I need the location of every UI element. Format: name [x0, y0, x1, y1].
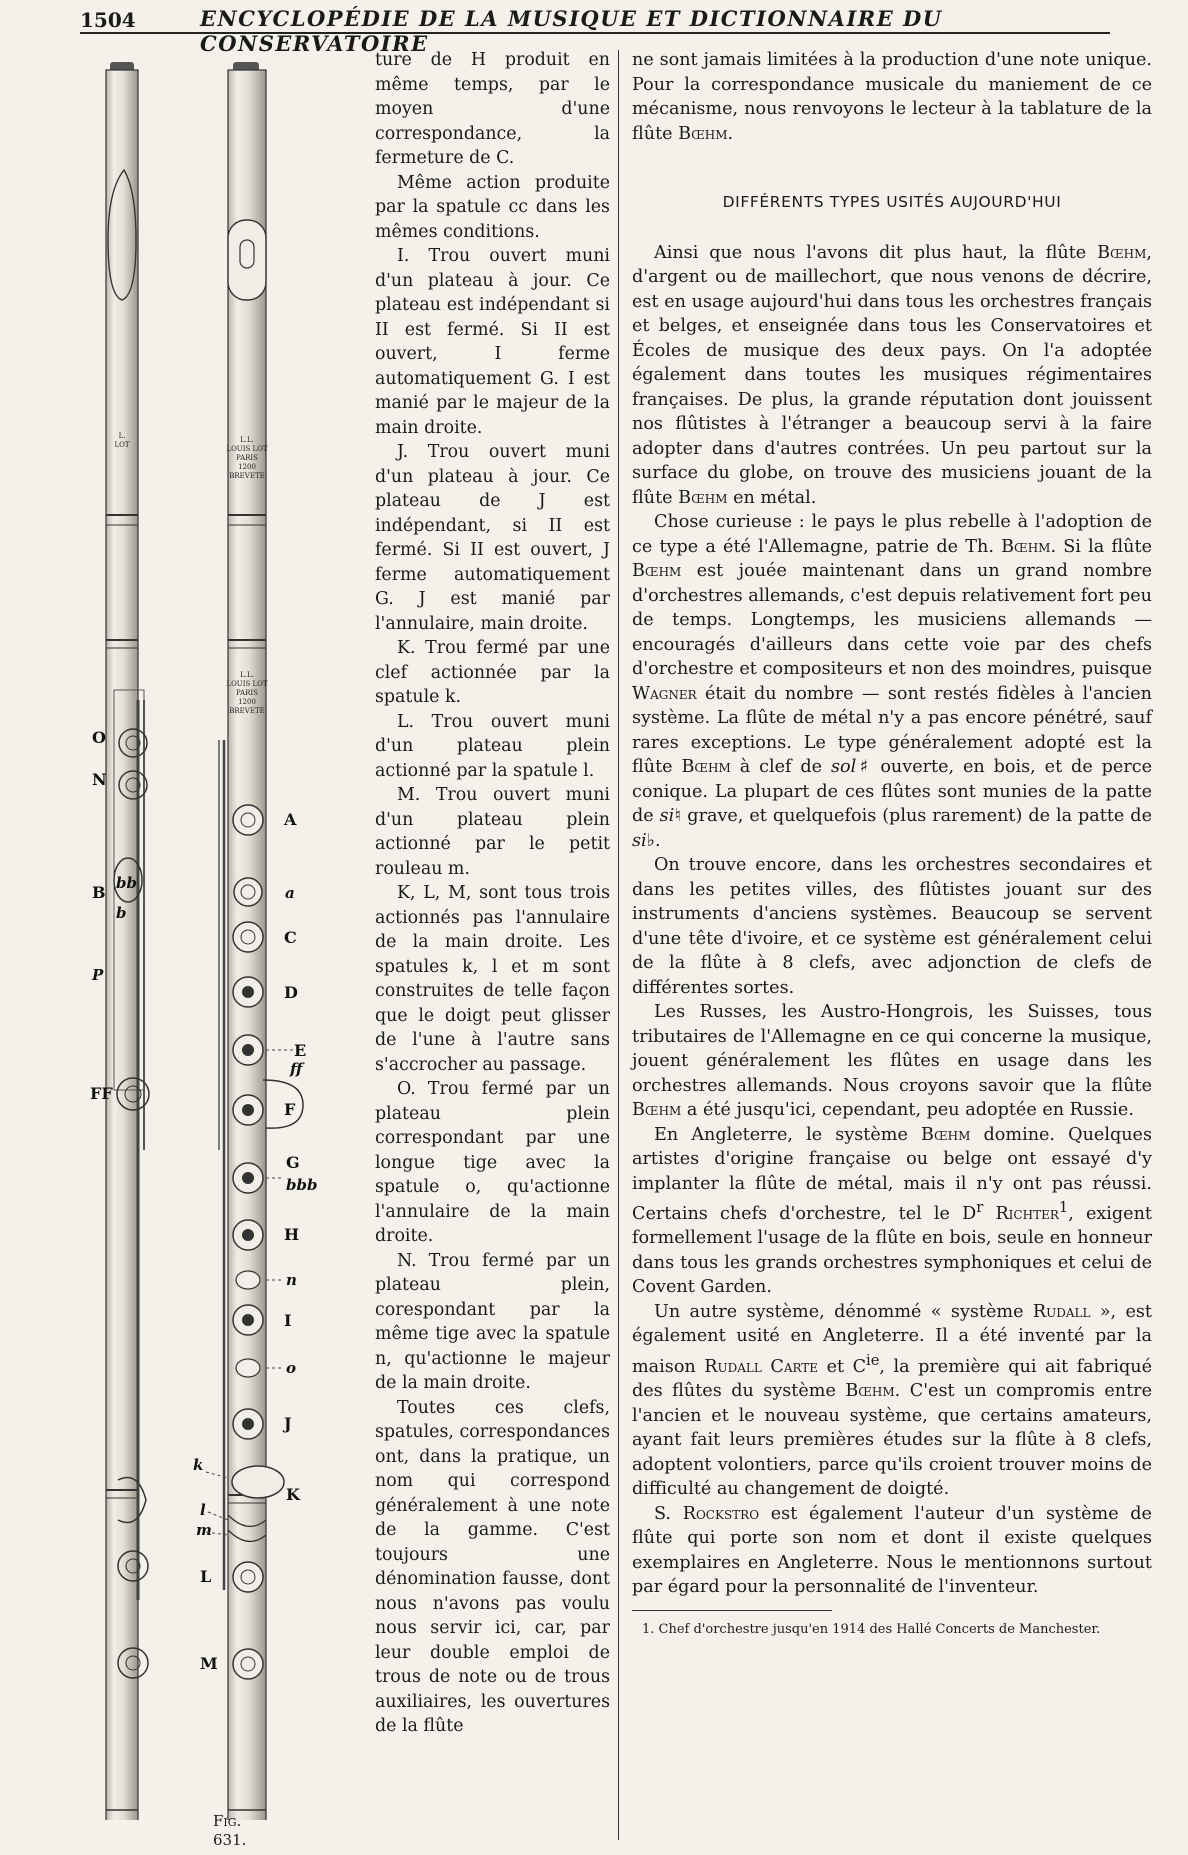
engraving-mid-3: PARIS [236, 689, 258, 697]
mid-paragraph-7: M. Trou ouvert muni d'un plateau plein actionné par le petit rouleau m. [375, 785, 610, 879]
engraving-left-2: LOT [114, 441, 130, 449]
label-G: G [286, 1153, 300, 1172]
label-I: I [284, 1311, 292, 1330]
mid-paragraph-2: Même action produite par la spatule cc dans les mêmes conditions. [375, 172, 610, 242]
figure-caption [213, 1812, 246, 1850]
label-o: o [286, 1359, 297, 1377]
label-bb: bb [116, 874, 137, 892]
mid-paragraph-8: K, L, M, sont tous trois actionnés pas l'annulaire de la main droite. Les spatules k, l et m sont construites de telle façon que le doigt peut glisser de l'une à l'autre sans s'accrocher au passage. [375, 883, 610, 1075]
running-title: ENCYCLOPÉDIE DE LA MUSIQUE ET DICTIONNAIRE DU CONSERVATOIRE [200, 6, 943, 56]
footnote-rule [632, 1610, 832, 1611]
right-paragraph-3: On trouve encore, dans les orchestres secondaires et dans les petites villes, des flûtistes jouant sur des instruments d'anciens systèmes. Beaucoup se servent d'une tête d'ivoire, et ce système est généralement celui de la flûte à 8 clefs, avec adjonction de clefs de différentes sortes. [632, 855, 1152, 998]
label-C: C [284, 928, 297, 947]
name-rockstro: Rockstro [682, 1503, 760, 1524]
mid-paragraph-1: ture de H produit en même temps, par le moyen d'une correspondance, la fermeture de C. [375, 50, 610, 168]
label-m: m [196, 1521, 212, 1539]
right-paragraph-6: Un autre système, dénommé « système Rudall », est également usité en Angleterre. Il a été inventé par la maison Rudall Carte et $C^{ie}$, la première qui ait fabriqué des flûtes du système Bœhm. C'est un compromis entre l'ancien et le nouveau système, que certains amateurs, ayant fait leurs premières études sur la flûte à 8 clefs, adoptent volontiers, parce qu'ils croient trouver moins de difficulté au changement de doigté. [632, 1301, 1152, 1500]
page-number: 1504 [80, 8, 136, 32]
right-paragraph-0: ne sont jamais limitées à la production d'une note unique. Pour la correspondance musicale du maniement de ce mécanisme, nous renvoyons le lecteur à la tablature de la flûte Bœhm. [632, 50, 1152, 144]
caption-number: 631. [213, 1831, 247, 1849]
label-B: B [92, 883, 106, 902]
label-FF: FF [90, 1084, 113, 1103]
right-paragraph-7: S. Rockstro est également l'auteur d'un système de flûte qui porte son nom et dont il existe quelques exemplaires en Angleterre. Nous le mentionnons surtout par égard pour la personnalité de l'inventeur. [632, 1503, 1152, 1598]
name-boehm: Bœhm [678, 123, 728, 144]
section-title: DIFFÉRENTS TYPES USITÉS AUJOURD'HUI [722, 193, 1062, 211]
flute-diagram [88, 50, 388, 1820]
label-ff: ff [290, 1060, 303, 1078]
label-a: a [285, 884, 295, 902]
label-p: P [92, 966, 104, 984]
label-L: L [200, 1567, 212, 1586]
label-M: M [200, 1654, 218, 1673]
label-D: D [284, 983, 298, 1002]
running-header [80, 6, 1110, 56]
label-bbb: bbb [286, 1176, 318, 1194]
mid-paragraph-5: K. Trou fermé par une clef actionnée par la spatule k. [375, 638, 610, 707]
right-paragraph-4: Les Russes, les Austro-Hongrois, les Suisses, tous tributaires de l'Allemagne en ce qui concerne la musique, jouent généralement les flûtes en usage dans les orchestres allemands. Nous croyons savoir que la flûte Bœhm a été jusqu'ici, cependant, peu adoptée en Russie. [632, 1002, 1152, 1120]
right-paragraph-1: Ainsi que nous l'avons dit plus haut, la flûte Bœhm, d'argent ou de maillechort, que nous venons de décrire, est en usage aujourd'hui dans tous les orchestres français et belges, et enseignée dans tous les Conservatoires et Écoles de musique des deux pays. On l'a adoptée également dans toutes les musiques régimentaires françaises. De plus, la grande réputation dont jouissent nos flûtistes à l'étranger a beaucoup servi à la faire adopter dans d'autres contrées. Un peu partout sur la surface du globe, on trouve des musiciens jouant de la flûte Bœhm en métal. [632, 242, 1152, 508]
label-H: H [284, 1225, 300, 1244]
column-divider [618, 50, 619, 1840]
name-rudall-carte: Rudall Carte [704, 1356, 819, 1377]
caption-fig: Fig. [213, 1812, 242, 1830]
engraving-top-4: 1200 [238, 463, 256, 471]
label-O: O [92, 728, 106, 747]
engraving-top-5: BREVETE [229, 472, 265, 480]
engraving-mid-2: LOUIS LOT [226, 680, 268, 688]
mid-paragraph-4: J. Trou ouvert muni d'un plateau à jour. Ce plateau de J est indépendant, si II est fermé. Si II est ouvert, J ferme automatiquement G. J est manié par l'annulaire, main droite. [375, 442, 610, 634]
name-richter: Richter [995, 1203, 1059, 1224]
mid-paragraph-11: Toutes ces clefs, spatules, correspondances ont, dans la pratique, un nom qui correspond généralement à une note de la gamme. C'est toujours une dénomination fausse, dont nous n'avons pas voulu nous servir ici, car, par leur double emploi de trous de note ou de trous auxiliaires, les ouvertures de la flûte [375, 1397, 610, 1736]
label-E: E [294, 1041, 307, 1060]
mid-paragraph-3: I. Trou ouvert muni d'un plateau à jour. Ce plateau est indépendant si II est fermé. Si II est ouvert, I ferme automatiquement G. I est manié par le majeur de la main droite. [375, 246, 610, 438]
engraving-mid-5: BREVETE [229, 707, 265, 715]
label-A: A [284, 810, 297, 829]
label-F: F [284, 1100, 296, 1119]
engraving-top-2: LOUIS LOT [226, 445, 268, 453]
flute-side-view [106, 62, 149, 1820]
right-column [632, 48, 1152, 1638]
footnote-marker: 1 [1058, 1199, 1069, 1216]
label-l: l [200, 1501, 206, 1519]
label-K: K [286, 1485, 300, 1504]
engraving-top-3: PARIS [236, 454, 258, 462]
label-N: N [92, 770, 107, 789]
engraving-top-1: L.L. [240, 436, 254, 444]
mid-paragraph-9: O. Trou fermé par un plateau plein correspondant par une longue tige avec la spatule o, qu'actionne l'annulaire de la main droite. [375, 1079, 610, 1246]
engraving-mid-1: L.L. [240, 671, 254, 679]
engraving-left-1: L. [118, 432, 126, 440]
flute-figure [88, 50, 388, 1820]
middle-column [375, 48, 610, 1739]
mid-paragraph-10: N. Trou fermé par un plateau plein, corespondant par la même tige avec la spatule n, qu'actionne le majeur de la main droite. [375, 1250, 610, 1393]
label-k: k [193, 1456, 204, 1474]
name-rudall: Rudall [1032, 1301, 1091, 1322]
label-J: J [284, 1414, 292, 1433]
name-wagner: Wagner [632, 683, 697, 704]
label-n: n [286, 1271, 297, 1289]
right-paragraph-2: Chose curieuse : le pays le plus rebelle à l'adoption de ce type a été l'Allemagne, patrie de Th. Bœhm. Si la flûte Bœhm est jouée maintenant dans un grand nombre d'orchestres allemands, c'est depuis relativement fort peu de temps. Longtemps, les musiciens allemands — encouragés d'ailleurs dans cette voie par des chefs d'orchestre et compositeurs et non des moindres, puisque Wagner était du nombre — sont restés fidèles à l'ancien système. La flûte de métal n'y a pas encore pénétré, sauf rares exceptions. Le type généralement adopté est la flûte Bœhm à clef de sol♯ ouverte, en bois, et de perce conique. La plupart de ces flûtes sont munies de la patte de si♮ grave, et quelquefois (plus rarement) de la patte de si♭. [632, 512, 1152, 851]
label-b: b [116, 904, 127, 922]
engraving-mid-4: 1200 [238, 698, 256, 706]
right-paragraph-5: En Angleterre, le système Bœhm domine. Quelques artistes d'origine française ou belge ont essayé d'y implanter la flûte de métal, mais il n'y ont pas réussi. Certains chefs d'orchestre, tel le $D^r$ Richter$^1$, exigent formellement l'usage de la flûte en bois, seule en honneur dans tous les grands orchestres symphoniques et celui de Covent Garden. [632, 1124, 1153, 1298]
footnote: 1. Chef d'orchestre jusqu'en 1914 des Hallé Concerts de Manchester. [642, 1621, 1101, 1637]
mid-paragraph-6: L. Trou ouvert muni d'un plateau plein actionné par la spatule l. [375, 711, 610, 781]
